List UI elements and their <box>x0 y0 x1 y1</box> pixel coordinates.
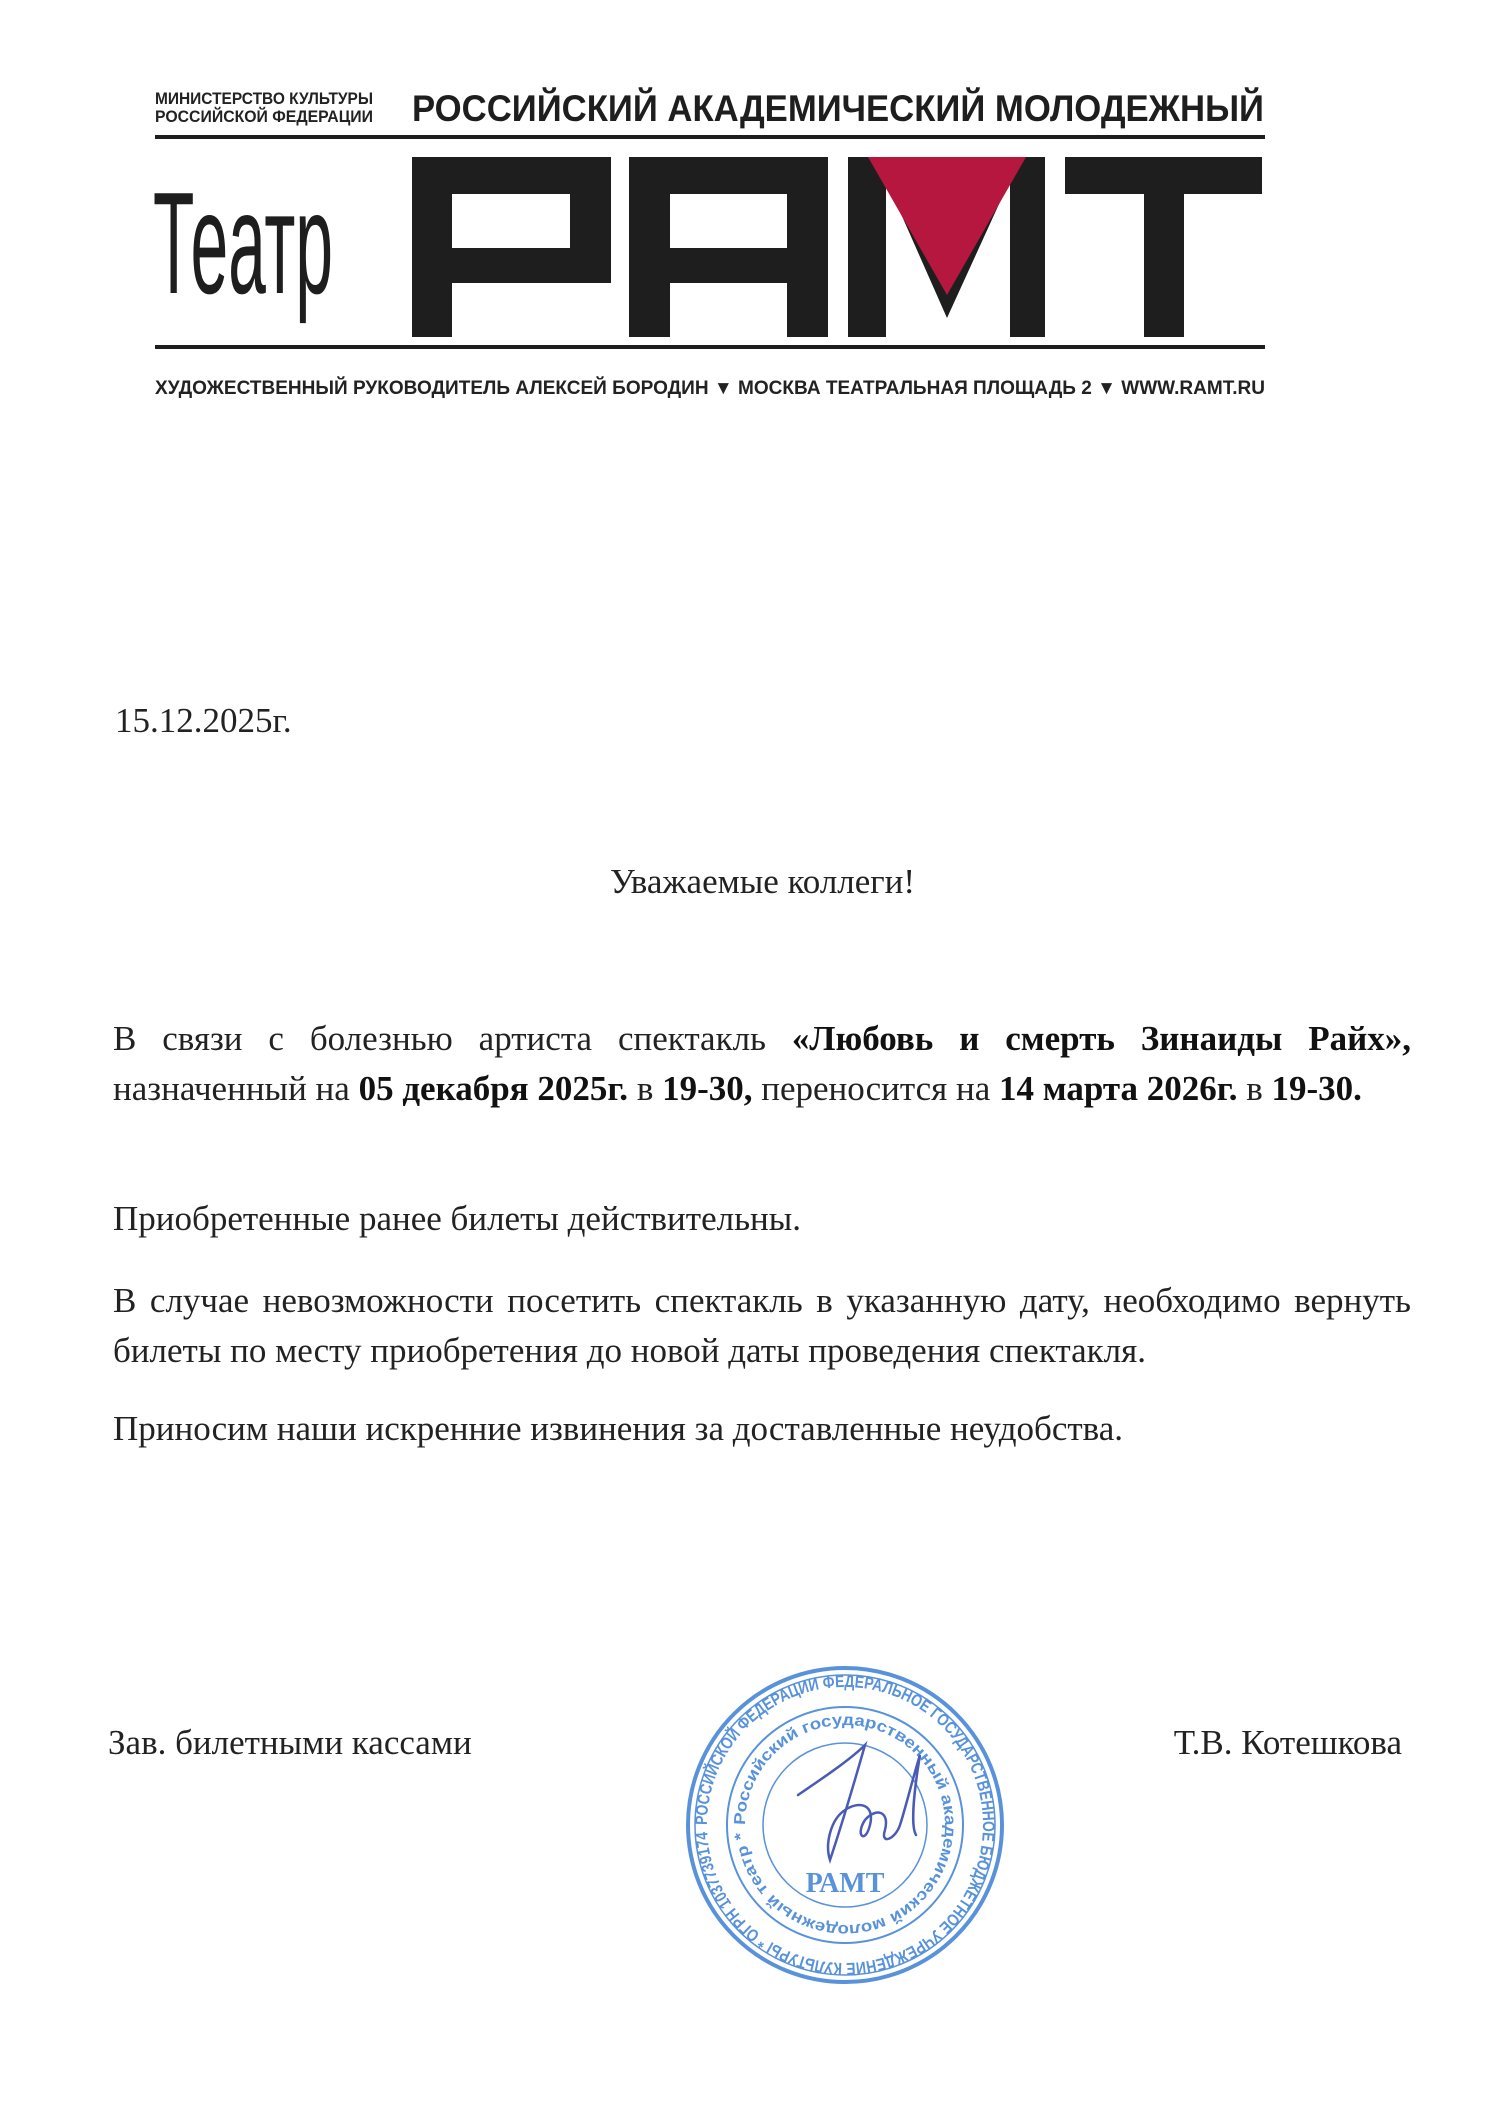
theatre-full-name: РОССИЙСКИЙ АКАДЕМИЧЕСКИЙ МОЛОДЕЖНЫЙ <box>412 88 1321 129</box>
ramt-logo <box>412 157 1262 337</box>
original-date: 05 декабря 2025г. <box>358 1069 629 1108</box>
paragraph-tickets-valid: Приобретенные ранее билеты действительны. <box>113 1199 802 1238</box>
original-time: 19-30, <box>662 1069 753 1108</box>
handwritten-signature <box>798 1745 920 1860</box>
logo-letter-r <box>412 157 611 337</box>
logo-letter-a <box>629 157 828 337</box>
paragraph-apology: Приносим наши искренние извинения за доставленные неудобства. <box>113 1409 1124 1448</box>
letter-greeting: Уважаемые коллеги! <box>609 862 916 901</box>
logo-letter-t <box>1065 157 1262 337</box>
stamp-outer-text: РОССИЙСКОЙ ФЕДЕРАЦИИ ФЕДЕРАЛЬНОЕ ГОСУДАРСТВЕННОЕ БЮДЖЕТНОЕ УЧРЕЖДЕНИЕ КУЛЬТУРЫ * ОГРН 1037739174 <box>691 1671 999 1979</box>
official-stamp <box>680 1660 1010 1990</box>
letter-date: 15.12.2025г. <box>115 701 292 740</box>
stamp-center-text: РАМТ <box>805 1868 885 1899</box>
signatory-position: Зав. билетными кассами <box>108 1723 472 1762</box>
ministry-line1: МИНИСТЕРСТВО КУЛЬТУРЫ <box>155 89 373 108</box>
paragraph-refund: В случае невозможности посетить спектакль в указанную дату, необходимо вернуть билеты по месту приобретения до новой даты проведения спектакля. <box>113 1281 1411 1370</box>
stamp-inner-text: Российский государственный академический молодежный театр * <box>731 1711 959 1939</box>
signatory-name: Т.В. Котешкова <box>1173 1723 1402 1762</box>
performance-title: «Любовь и смерть Зинаиды Райх», <box>791 1019 1411 1058</box>
ministry-line2: РОССИЙСКОЙ ФЕДЕРАЦИИ <box>155 107 373 126</box>
new-time: 19-30. <box>1271 1069 1362 1108</box>
header-rule-top <box>155 135 1265 139</box>
letterhead-graphic <box>0 0 1488 420</box>
theatre-word: Театр <box>153 162 333 324</box>
header-rule-bottom <box>155 345 1265 349</box>
paragraph-reschedule: В связи с болезнью артиста спектакль «Любовь и смерть Зинаиды Райх», назначенный на 05 декабря 2025г. в 19-30, переносится на 14 марта 2026г. в 19-30. <box>113 1019 1411 1108</box>
letterhead-footer: ХУДОЖЕСТВЕННЫЙ РУКОВОДИТЕЛЬ АЛЕКСЕЙ БОРОДИН ▼ МОСКВА ТЕАТРАЛЬНАЯ ПЛОЩАДЬ 2 ▼ WWW.RAMT.RU <box>155 378 1264 399</box>
new-date: 14 марта 2026г. <box>999 1069 1238 1108</box>
